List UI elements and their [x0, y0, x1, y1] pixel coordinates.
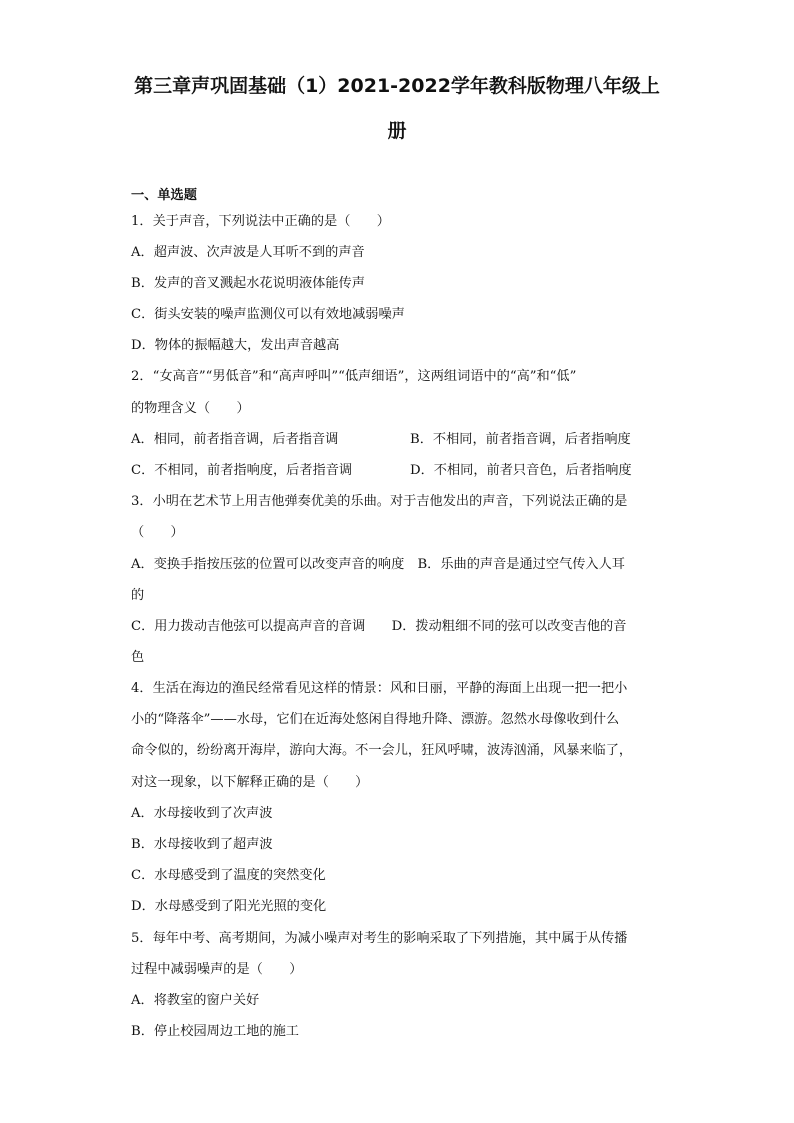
question-2-option-b: B．不相同，前者指音调，后者指响度 — [410, 432, 631, 447]
question-3-options-ab-line1: A．变换手指按压弦的位置可以改变声音的响度 B．乐曲的声音是通过空气传入人耳 — [131, 557, 625, 572]
question-3-options-cd-line2: 色 — [131, 650, 145, 665]
question-4-option-d: D．水母感受到了阳光光照的变化 — [131, 899, 327, 914]
question-2-stem-line1: 2．“女高音”“男低音”和“高声呼叫”“低声细语”，这两组词语中的“高”和“低” — [131, 369, 577, 384]
question-4-stem-line4: 对这一现象，以下解释正确的是（ ） — [131, 775, 369, 790]
question-5-stem-line2: 过程中减弱噪声的是（ ） — [131, 962, 303, 977]
section-heading: 一、单选题 — [131, 188, 197, 203]
question-5-option-a: A．将教室的窗户关好 — [131, 993, 260, 1008]
document-title-line2: 册 — [387, 120, 407, 142]
question-5-stem-line1: 5．每年中考、高考期间，为减小噪声对考生的影响采取了下列措施，其中属于从传播 — [131, 931, 628, 946]
question-2-option-d: D．不相同，前者只音色，后者指响度 — [410, 463, 632, 478]
question-4-option-c: C．水母感受到了温度的突然变化 — [131, 868, 326, 883]
question-2-option-c: C．不相同，前者指响度，后者指音调 — [131, 463, 353, 478]
question-4-stem-line1: 4．生活在海边的渔民经常看见这样的情景：风和日丽，平静的海面上出现一把一把小 — [131, 681, 628, 696]
question-3-stem-line2: （ ） — [131, 525, 184, 540]
question-4-stem-line3: 命令似的，纷纷离开海岸，游向大海。不一会儿，狂风呼啸，波涛汹涌，风暴来临了， — [131, 743, 633, 758]
question-1-option-a: A．超声波、次声波是人耳听不到的声音 — [131, 245, 365, 260]
question-1-option-b: B．发声的音叉溅起水花说明液体能传声 — [131, 276, 365, 291]
document-title-line1: 第三章声巩固基础（1）2021-2022学年教科版物理八年级上 — [134, 75, 660, 97]
question-5-option-b: B．停止校园周边工地的施工 — [131, 1024, 299, 1039]
question-4-option-a: A．水母接收到了次声波 — [131, 806, 273, 821]
question-3-options-cd-line1: C．用力拨动吉他弦可以提高声音的音调 D．拨动粗细不同的弦可以改变吉他的音 — [131, 619, 627, 634]
question-1-option-c: C．街头安装的噪声监测仪可以有效地减弱噪声 — [131, 307, 405, 322]
question-1-option-d: D．物体的振幅越大，发出声音越高 — [131, 338, 340, 353]
question-4-option-b: B．水母接收到了超声波 — [131, 837, 273, 852]
question-3-options-ab-line2: 的 — [131, 588, 145, 603]
question-2-option-a: A．相同，前者指音调，后者指音调 — [131, 432, 339, 447]
question-1-stem: 1．关于声音，下列说法中正确的是（ ） — [131, 214, 390, 229]
question-2-stem-line2: 的物理含义（ ） — [131, 401, 250, 416]
question-3-stem-line1: 3．小明在艺术节上用吉他弹奏优美的乐曲。对于吉他发出的声音，下列说法正确的是 — [131, 494, 628, 509]
question-4-stem-line2: 小的“降落伞”——水母，它们在近海处悠闲自得地升降、漂游。忽然水母像收到什么 — [131, 712, 620, 727]
